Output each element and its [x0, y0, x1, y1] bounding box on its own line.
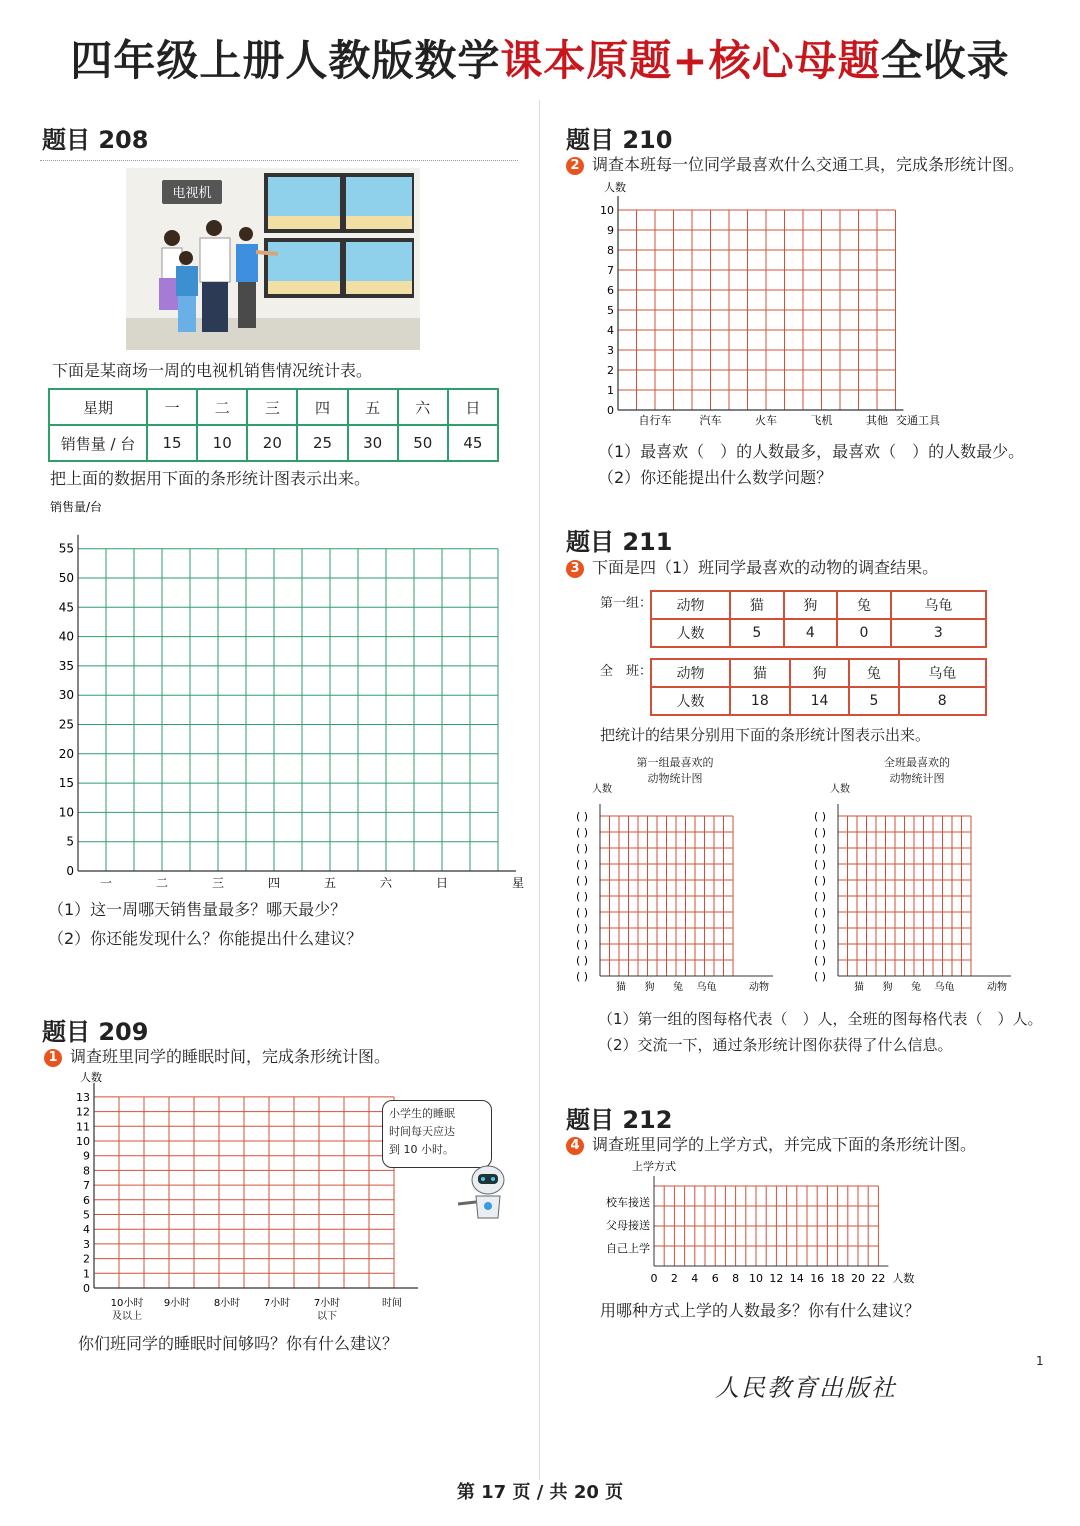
- y-tick-label: 8: [607, 244, 614, 257]
- y-tick-label: 7: [607, 264, 614, 277]
- publisher-logo: 人民教育出版社: [715, 1374, 897, 1402]
- table-cell: 人数: [651, 619, 730, 647]
- x-tick-label: 以下: [317, 1311, 337, 1322]
- q210-instruction: 调查本班每一位同学最喜欢什么交通工具，完成条形统计图。: [592, 155, 1025, 174]
- y-tick-label: 0: [66, 864, 74, 878]
- x-tick-label: 猫: [854, 982, 864, 993]
- x-tick-label: 兔: [911, 982, 921, 993]
- y-tick-blank: ( ): [814, 890, 827, 903]
- table-header-cell: 动物: [651, 659, 730, 687]
- table-cell: 14: [790, 687, 850, 715]
- y-tick-label: 30: [58, 688, 74, 703]
- table-cell: 5: [730, 619, 784, 647]
- title-part2: 课本原题+核心母题: [500, 36, 881, 85]
- x-tick-label: 飞机: [810, 414, 833, 427]
- y-tick-label: 校车接送: [606, 1196, 650, 1209]
- y-tick-label: 5: [66, 834, 74, 849]
- y-tick-label: 13: [76, 1090, 90, 1104]
- chart2-title-line: 动物统计图: [889, 772, 945, 785]
- y-tick-label: 45: [58, 600, 74, 615]
- table-header-cell: 一: [147, 389, 197, 425]
- y-tick-blank: ( ): [576, 938, 589, 951]
- q210-question-2: （2）你还能提出什么数学问题？: [598, 468, 833, 487]
- q208-divider: [40, 160, 518, 161]
- table-header-row: [651, 591, 986, 619]
- x-tick-label: 20: [851, 1272, 865, 1285]
- x-axis-title: 时间: [382, 1298, 402, 1309]
- q209-instruction: 调查班里同学的睡眠时间，完成条形统计图。: [70, 1047, 391, 1066]
- x-tick-label: 狗: [882, 982, 893, 993]
- x-tick-label: 五: [323, 876, 337, 890]
- y-tick-label: 4: [607, 324, 614, 337]
- table-header-cell: 二: [197, 389, 247, 425]
- table-header-cell: 乌龟: [899, 659, 987, 687]
- x-tick-label: 汽车: [699, 414, 722, 427]
- x-tick-label: 22: [871, 1272, 886, 1285]
- q209-number-badge: 1: [44, 1049, 62, 1067]
- q212-question: 用哪种方式上学的人数最多？你有什么建议？: [600, 1301, 921, 1320]
- table-header-cell: 五: [348, 389, 398, 425]
- y-tick-label: 55: [58, 541, 74, 556]
- table-header-row: [49, 389, 498, 425]
- y-tick-blank: ( ): [814, 922, 827, 935]
- table-cell: 18: [730, 687, 790, 715]
- table-cell: 人数: [651, 687, 730, 715]
- y-tick-blank: ( ): [814, 874, 827, 887]
- x-tick-label: 二: [155, 876, 169, 890]
- group1-table: [650, 590, 987, 648]
- y-tick-label: 6: [83, 1193, 90, 1207]
- q211-group1-blank-chart: [574, 782, 794, 996]
- table-cell: 45: [448, 425, 498, 461]
- x-tick-label: 猫: [616, 982, 626, 993]
- y-tick-label: 自己上学: [606, 1242, 650, 1255]
- y-tick-label: 50: [58, 571, 74, 585]
- table-cell: 4: [784, 619, 838, 647]
- y-tick-blank: ( ): [576, 970, 589, 983]
- table-cell: 25: [297, 425, 347, 461]
- y-tick-label: 1: [83, 1267, 90, 1281]
- q209-title: 题目 209: [42, 1018, 149, 1046]
- q210-question-1: （1）最喜欢（ ）的人数最多，最喜欢（ ）的人数最少。: [598, 442, 1025, 461]
- table-header-cell: 六: [398, 389, 448, 425]
- x-tick-label: 及以上: [112, 1311, 142, 1322]
- q210-blank-chart: [590, 176, 960, 432]
- table-header-cell: 兔: [837, 591, 891, 619]
- y-axis-title: 上学方式: [632, 1160, 676, 1173]
- table-header-row: [651, 659, 986, 687]
- table-cell: 0: [837, 619, 891, 647]
- x-tick-label: 14: [789, 1272, 804, 1285]
- x-tick-label: 12: [769, 1272, 784, 1285]
- y-tick-blank: ( ): [576, 826, 589, 839]
- table-cell: 3: [891, 619, 986, 647]
- y-tick-label: 25: [58, 717, 74, 732]
- y-tick-blank: ( ): [814, 858, 827, 871]
- y-tick-blank: ( ): [814, 826, 827, 839]
- table-cell: 10: [197, 425, 247, 461]
- tv-store-illustration: [126, 168, 420, 350]
- table-header-cell: 四: [297, 389, 347, 425]
- table-cell: 20: [247, 425, 297, 461]
- y-tick-blank: ( ): [576, 858, 589, 871]
- y-axis-title: 人数: [592, 784, 612, 795]
- y-tick-label: 5: [607, 304, 614, 317]
- y-tick-label: 2: [607, 364, 614, 377]
- y-axis-title: 人数: [604, 181, 626, 194]
- x-tick-label: 火车: [755, 414, 777, 427]
- table-header-cell: 猫: [730, 591, 784, 619]
- table-header-cell: 动物: [651, 591, 730, 619]
- callout-line: 时间每天应达: [389, 1125, 455, 1138]
- y-tick-label: 6: [607, 284, 614, 297]
- tv-sign-text: 电视机: [172, 186, 212, 201]
- q211-question-1: （1）第一组的图每格代表（ ）人，全班的图每格代表（ ）人。: [598, 1010, 1043, 1028]
- x-axis-title: 动物: [987, 982, 1007, 993]
- page-mark: 1: [1036, 1354, 1044, 1368]
- y-tick-label: 7: [83, 1179, 90, 1193]
- speech-bubble: [382, 1100, 492, 1168]
- table-row: [651, 687, 986, 715]
- y-tick-blank: ( ): [814, 938, 827, 951]
- q212-title: 题目 212: [566, 1106, 673, 1134]
- x-tick-label: 7小时: [263, 1298, 291, 1309]
- x-tick-label: 18: [830, 1272, 845, 1285]
- q211-title: 题目 211: [566, 528, 673, 556]
- x-tick-label: 16: [810, 1272, 825, 1285]
- y-tick-label: 10: [600, 204, 614, 217]
- q211-instruction: 下面是四（1）班同学最喜欢的动物的调查结果。: [592, 558, 939, 577]
- table-cell: 50: [398, 425, 448, 461]
- table-header-cell: 日: [448, 389, 498, 425]
- q211-question-2: （2）交流一下，通过条形统计图你获得了什么信息。: [598, 1036, 953, 1054]
- table-header-cell: 狗: [784, 591, 838, 619]
- table-cell: 5: [849, 687, 898, 715]
- y-tick-label: 9: [607, 224, 614, 237]
- y-axis-title: 人数: [830, 784, 850, 795]
- group1-label: 第一组：: [600, 596, 653, 611]
- chart2-title-line: 全班最喜欢的: [884, 756, 950, 769]
- q211-instruction-2: 把统计的结果分别用下面的条形统计图表示出来。: [600, 726, 931, 744]
- y-tick-label: 0: [607, 404, 614, 417]
- title-part1: 四年级上册人教版数学: [70, 36, 501, 85]
- callout-line: 小学生的睡眠: [389, 1107, 455, 1120]
- table-row: [49, 425, 498, 461]
- table-header-cell: 兔: [849, 659, 898, 687]
- x-tick-label: 2: [670, 1272, 678, 1285]
- x-tick-label: 狗: [644, 982, 655, 993]
- table-header-cell: 狗: [790, 659, 850, 687]
- y-axis-title: 人数: [80, 1071, 102, 1084]
- x-tick-label: 乌龟: [696, 982, 717, 993]
- x-tick-label: 10小时: [110, 1298, 144, 1309]
- x-tick-label: 7小时: [313, 1298, 341, 1309]
- y-tick-label: 20: [58, 746, 74, 761]
- y-tick-label: 3: [607, 344, 614, 357]
- q208-intro: 下面是某商场一周的电视机销售情况统计表。: [52, 361, 373, 380]
- y-tick-label: 8: [83, 1164, 90, 1178]
- x-tick-label: 兔: [673, 982, 683, 993]
- column-divider: [539, 100, 540, 1480]
- q209-question: 你们班同学的睡眠时间够吗？你有什么建议？: [78, 1334, 399, 1353]
- q210-number-badge: 2: [566, 157, 584, 175]
- y-tick-label: 4: [83, 1223, 90, 1237]
- q210-title: 题目 210: [566, 126, 673, 154]
- table-header-cell: 乌龟: [891, 591, 986, 619]
- x-tick-label: 9小时: [163, 1298, 191, 1309]
- page-title: [0, 28, 1080, 88]
- q208-question-1: （1）这一周哪天销售量最多？哪天最少？: [48, 900, 347, 919]
- y-tick-label: 0: [83, 1282, 90, 1295]
- x-axis-title: 动物: [749, 982, 769, 993]
- x-tick-label: 8小时: [213, 1298, 241, 1309]
- table-cell: 30: [348, 425, 398, 461]
- table-header-cell: 猫: [730, 659, 790, 687]
- y-tick-label: 15: [58, 776, 74, 791]
- q212-instruction: 调查班里同学的上学方式，并完成下面的条形统计图。: [592, 1135, 977, 1154]
- x-tick-label: 三: [211, 876, 225, 890]
- robot-icon: [452, 1160, 512, 1222]
- y-tick-label: 12: [76, 1105, 90, 1119]
- y-tick-blank: ( ): [576, 842, 589, 855]
- x-axis-title: 交通工具: [896, 414, 940, 427]
- x-axis-title: 人数: [892, 1272, 915, 1285]
- group2-table: [650, 658, 987, 716]
- q208-question-2: （2）你还能发现什么？你能提出什么建议？: [48, 929, 363, 948]
- x-tick-label: 8: [732, 1272, 740, 1285]
- y-tick-label: 2: [83, 1252, 90, 1266]
- q211-class-blank-chart: [812, 782, 1032, 996]
- y-tick-blank: ( ): [814, 954, 827, 967]
- callout-line: 到 10 小时。: [389, 1143, 454, 1156]
- q212-number-badge: 4: [566, 1137, 584, 1155]
- q212-blank-chart: [598, 1156, 928, 1290]
- x-tick-label: 其他: [866, 414, 888, 427]
- group2-label: 全 班：: [600, 664, 653, 679]
- x-tick-label: 自行车: [638, 414, 672, 427]
- q208-blank-chart: [40, 495, 530, 895]
- y-tick-label: 父母接送: [606, 1219, 650, 1232]
- q210-instruction-line: [566, 152, 1024, 175]
- y-axis-title: 销售量/台: [50, 500, 103, 514]
- x-axis-title: 星: [512, 876, 525, 890]
- y-tick-label: 3: [83, 1237, 90, 1251]
- x-tick-label: 一: [99, 876, 113, 890]
- y-tick-blank: ( ): [814, 842, 827, 855]
- y-tick-blank: ( ): [576, 906, 589, 919]
- y-tick-blank: ( ): [814, 810, 827, 823]
- title-part3: 全收录: [880, 36, 1010, 85]
- table-cell: 8: [899, 687, 987, 715]
- y-tick-blank: ( ): [576, 890, 589, 903]
- chart1-title-line: 第一组最喜欢的: [636, 756, 714, 769]
- q209-instruction-line: [44, 1044, 390, 1067]
- y-tick-label: 35: [58, 658, 74, 673]
- q208-instruction: 把上面的数据用下面的条形统计图表示出来。: [50, 469, 371, 488]
- q211-number-badge: 3: [566, 560, 584, 578]
- y-tick-label: 1: [607, 384, 614, 397]
- x-tick-label: 4: [691, 1272, 699, 1285]
- y-tick-label: 11: [76, 1120, 90, 1134]
- x-tick-label: 6: [711, 1272, 719, 1285]
- q208-title: 题目 208: [42, 126, 149, 154]
- table-header-cell: 三: [247, 389, 297, 425]
- q212-instruction-line: [566, 1132, 976, 1155]
- y-tick-label: 40: [58, 629, 74, 644]
- table-row: [651, 619, 986, 647]
- table-cell: 15: [147, 425, 197, 461]
- page-footer: 第 17 页 / 共 20 页: [456, 1482, 624, 1503]
- x-tick-label: 日: [435, 876, 449, 890]
- y-tick-label: 10: [76, 1135, 90, 1148]
- x-tick-label: 0: [650, 1272, 658, 1285]
- y-tick-label: 9: [83, 1149, 90, 1163]
- y-tick-blank: ( ): [576, 954, 589, 967]
- x-tick-label: 10: [749, 1272, 763, 1285]
- table-cell: 销售量 / 台: [49, 425, 147, 461]
- q209-blank-chart: [60, 1066, 420, 1328]
- y-tick-blank: ( ): [576, 922, 589, 935]
- x-tick-label: 乌龟: [934, 982, 955, 993]
- chart1-title-line: 动物统计图: [647, 772, 703, 785]
- y-tick-label: 10: [58, 805, 74, 820]
- q208-sales-table: [48, 388, 499, 462]
- y-tick-blank: ( ): [814, 970, 827, 983]
- table-header-cell: 星期: [49, 389, 147, 425]
- y-tick-label: 5: [83, 1208, 90, 1222]
- x-tick-label: 六: [379, 876, 393, 890]
- q211-instruction-line: [566, 555, 938, 578]
- y-tick-blank: ( ): [576, 874, 589, 887]
- x-tick-label: 四: [267, 876, 281, 890]
- y-tick-blank: ( ): [814, 906, 827, 919]
- y-tick-blank: ( ): [576, 810, 589, 823]
